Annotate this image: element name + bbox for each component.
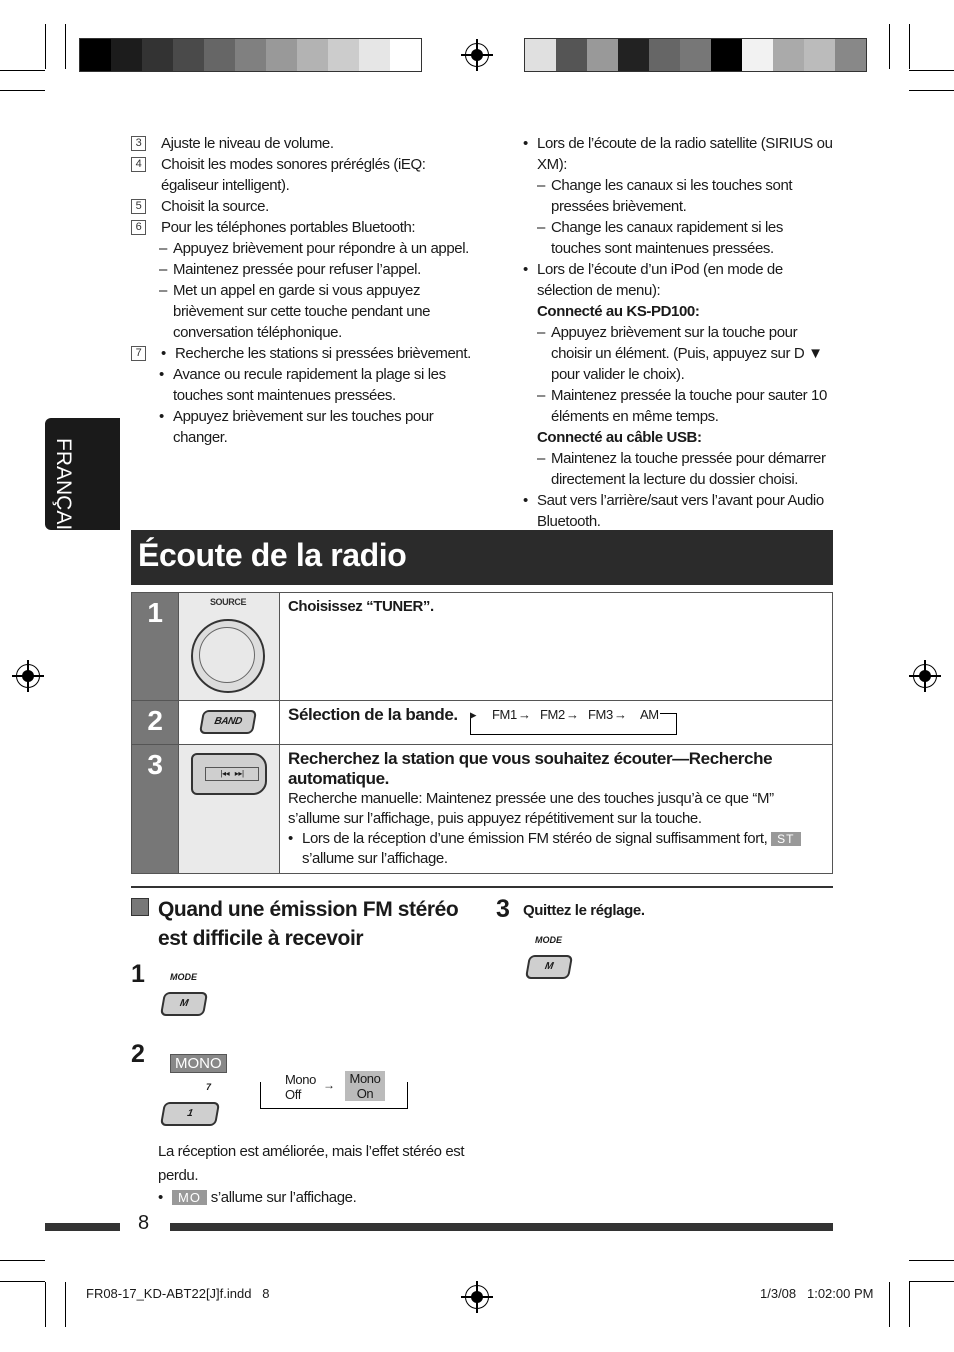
- table-row: [132, 701, 833, 745]
- step-number: 1: [132, 593, 179, 701]
- section-square-icon: [131, 898, 149, 916]
- list-item: • Appuyez brièvement sur les touches pour changer.: [159, 406, 471, 448]
- arrow-right-icon: →: [323, 1078, 335, 1092]
- mode-button-icon: M: [160, 992, 208, 1016]
- subheading: Connecté au câble USB:: [537, 429, 702, 446]
- list-item: • Saut vers l’arrière/saut vers l’avant pour Audio Bluetooth.: [523, 490, 833, 532]
- list-item: – Maintenez pressée la touche pour sauter 10 éléments en même temps.: [537, 385, 833, 427]
- source-knob-icon: [191, 619, 265, 693]
- list-item: • Avance ou recule rapidement la plage si les touches sont maintenues pressées.: [159, 364, 471, 406]
- section-title: Écoute de la radio: [138, 537, 407, 573]
- band-button-icon: BAND: [199, 710, 257, 734]
- seek-buttons-illustration: [179, 745, 280, 874]
- crop-mark: [909, 1281, 954, 1282]
- mode-button-icon: M: [525, 955, 573, 979]
- list-item: – Met un appel en garde si vous appuyez brièvement sur cette touche pendant une conversation téléphonique.: [159, 280, 471, 343]
- list-item: 5 Choisit la source.: [131, 196, 471, 217]
- crop-mark: [0, 90, 45, 91]
- step-number: 3: [132, 745, 179, 874]
- footer-file-info: FR08-17_KD-ABT22[J]f.indd 8: [86, 1286, 270, 1301]
- table-row: [132, 593, 833, 701]
- list-item: 4 Choisit les modes sonores préréglés (iEQ: égaliseur intelligent).: [131, 154, 471, 196]
- left-column: [131, 133, 471, 448]
- language-tab-label: FRANÇAIS: [52, 438, 75, 545]
- list-item: – Appuyez brièvement pour répondre à un appel.: [159, 238, 471, 259]
- band-fm2: FM2: [540, 707, 565, 722]
- crop-mark: [0, 1281, 45, 1282]
- band-fm1: FM1: [492, 707, 517, 722]
- footer-date: 1/3/08 1:02:00 PM: [760, 1286, 874, 1301]
- step-title: Sélection de la bande.: [288, 705, 458, 724]
- crop-mark: [0, 1260, 45, 1261]
- crop-mark: [65, 1282, 66, 1327]
- list-item: – Maintenez pressée pour refuser l’appel.: [159, 259, 471, 280]
- mo-indicator: MO: [172, 1190, 207, 1205]
- crop-mark: [0, 70, 45, 71]
- mono-off-label: Mono Off: [285, 1072, 316, 1102]
- crop-mark: [909, 70, 954, 71]
- registration-mark-icon: [16, 664, 40, 688]
- st-indicator: ST: [771, 832, 800, 846]
- mode-label: MODE: [170, 972, 197, 982]
- step-title: Recherchez la station que vous souhaitez écouter—Recherche automatique.: [288, 749, 773, 788]
- crop-mark: [45, 24, 46, 69]
- footer-bar: [45, 1223, 120, 1231]
- registration-mark-icon: [465, 43, 489, 67]
- preset-button-icon: 1: [160, 1102, 220, 1126]
- key-number-label: 7: [206, 1082, 212, 1092]
- section-header: [131, 530, 833, 585]
- footer-bar: [170, 1223, 833, 1231]
- right-column: [523, 133, 833, 532]
- page-number: 8: [138, 1212, 150, 1234]
- list-item: – Change les canaux rapidement si les touches sont maintenues pressées.: [537, 217, 833, 259]
- arrow-right-icon: →: [518, 707, 531, 722]
- substep-title: Quittez le réglage.: [523, 902, 645, 919]
- band-button-illustration: [179, 701, 280, 745]
- arrow-right-icon: →: [614, 707, 627, 722]
- result-text: La réception est améliorée, mais l’effet stéréo est perdu.: [158, 1143, 465, 1184]
- step-title: Choisissez “TUNER”.: [288, 598, 434, 615]
- band-cycle-diagram: ▸ FM1 → FM2 → FM3 → AM: [470, 705, 680, 735]
- substep-number: 1: [131, 960, 145, 988]
- substep-number: 2: [131, 1040, 145, 1068]
- source-knob-illustration: [179, 593, 280, 701]
- list-item: – Change les canaux si les touches sont pressées brièvement.: [537, 175, 833, 217]
- list-item: – Maintenez la touche pressée pour démarrer directement la lecture du dossier choisi.: [537, 448, 833, 490]
- list-item: – Appuyez brièvement sur la touche pour choisir un élément. (Puis, appuyez sur D ▼ pour valider le choix).: [537, 322, 833, 385]
- color-bar-mixed: [524, 38, 867, 72]
- crop-mark: [65, 24, 66, 69]
- seek-button-icon: |◂◂ ▸▸|: [191, 753, 267, 795]
- crop-mark: [889, 24, 890, 69]
- list-item: • MO s’allume sur l’affichage.: [158, 1187, 482, 1208]
- subsection-title: Quand une émission FM stéréo est difficile à recevoir: [158, 898, 459, 950]
- registration-mark-icon: [913, 664, 937, 688]
- divider: [131, 886, 833, 888]
- step-number: 2: [132, 701, 179, 745]
- list-item: • Lors de l’écoute de la radio satellite (SIRIUS ou XM):: [523, 133, 833, 175]
- band-am: AM: [640, 707, 659, 722]
- list-item: • Lors de la réception d’une émission FM stéréo de signal suffisamment fort, ST s’allume sur l’affichage.: [288, 829, 824, 869]
- mode-label: MODE: [535, 935, 562, 945]
- source-label: SOURCE: [209, 597, 247, 607]
- list-item: • Lors de l’écoute d’un iPod (en mode de sélection de menu):: [523, 259, 833, 301]
- down-triangle-icon: ▼: [808, 345, 823, 362]
- steps-table: [131, 592, 833, 874]
- substep-number: 3: [496, 895, 510, 923]
- list-item: 7 • Recherche les stations si pressées brièvement.: [131, 343, 471, 364]
- step-text: Recherche manuelle: Maintenez pressée une des touches jusqu’à ce que “M” s’allume sur l’affichage, puis appuyez répétitivement sur la touche.: [288, 790, 774, 827]
- registration-mark-icon: [465, 1285, 489, 1309]
- mono-on-label: Mono On: [345, 1071, 385, 1101]
- mono-indicator: MONO: [170, 1054, 227, 1073]
- color-bar-grayscale: [79, 38, 422, 72]
- crop-mark: [909, 24, 910, 69]
- list-item: 3 Ajuste le niveau de volume.: [131, 133, 471, 154]
- crop-mark: [909, 90, 954, 91]
- crop-mark: [909, 1282, 910, 1327]
- arrow-right-icon: →: [566, 707, 579, 722]
- list-item: 6 Pour les téléphones portables Bluetooth:: [131, 217, 471, 238]
- crop-mark: [909, 1260, 954, 1261]
- table-row: [132, 745, 833, 874]
- subheading: Connecté au KS-PD100:: [537, 303, 700, 320]
- crop-mark: [889, 1282, 890, 1327]
- crop-mark: [45, 1282, 46, 1327]
- language-tab: [45, 418, 120, 545]
- band-fm3: FM3: [588, 707, 613, 722]
